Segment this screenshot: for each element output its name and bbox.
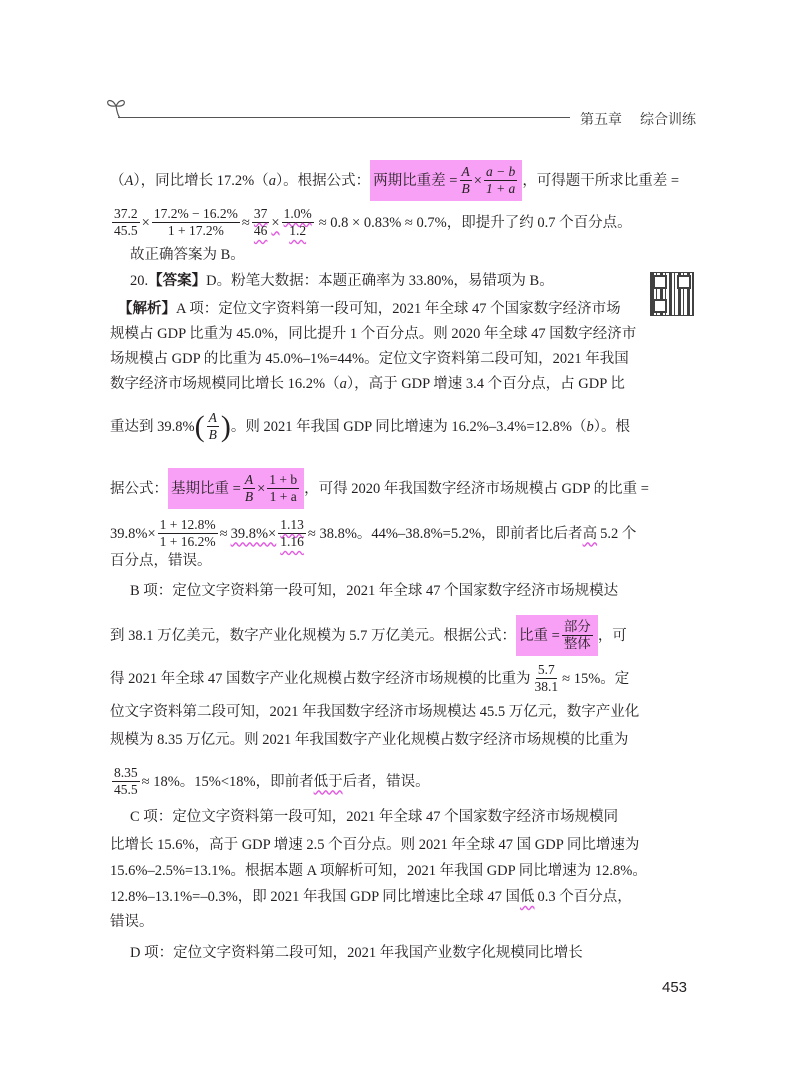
- numerator: 1 + 12.8%: [159, 517, 216, 532]
- fraction: [112, 206, 140, 239]
- fraction: [562, 619, 593, 652]
- times: ×: [141, 214, 150, 231]
- denominator: 1 + 16.2%: [159, 534, 216, 549]
- formula-label: 比重 =: [519, 627, 560, 644]
- numerator: a − b: [485, 164, 516, 179]
- text-line: 15.6%–2.5%=13.1%。根据本题 A 项解析可知，2021 年我国 GDP 同比增速为 12.8%。: [110, 863, 647, 879]
- conclusion: 故正确答案为 B。: [130, 247, 245, 263]
- denominator: B: [461, 181, 470, 196]
- text: 得 2021 年全球 47 国数字产业化规模占数字经济市场规模的比重为: [110, 670, 531, 687]
- text: ，可得 2020 年我国数字经济市场规模占 GDP 的比重 =: [304, 480, 649, 497]
- text: 39.8%×: [110, 525, 156, 542]
- text-line: B 项：定位文字资料第一段可知，2021 年全球 47 个国家数字经济市场规模达: [130, 583, 619, 599]
- text-line: 百分点，错误。: [110, 553, 212, 569]
- text: 5.2 个: [600, 525, 637, 542]
- paren: (: [194, 409, 205, 443]
- text-line: 错误。: [110, 914, 154, 930]
- text: ）。根据公式：: [275, 172, 371, 189]
- formula-highlight: [516, 615, 598, 656]
- fraction: [207, 410, 219, 443]
- text: 据公式：: [110, 480, 168, 497]
- denominator: 1 + 17.2%: [167, 223, 224, 238]
- numerator: A: [461, 164, 470, 179]
- text-line: 规模占 GDP 比重为 45.0%，同比提升 1 个百分点。则 2020 年全球 47 国数字经济市: [110, 326, 637, 342]
- question-number: 20.: [130, 273, 149, 289]
- text: 数字经济市场规模同比增长 16.2%（: [110, 376, 340, 392]
- numerator: A: [244, 472, 254, 487]
- text-line: [110, 887, 632, 907]
- section-label: 综合训练: [640, 111, 696, 127]
- text: 0.3 个百分点，: [537, 889, 632, 905]
- text-line: 规模为 8.35 万亿元。则 2021 年我国数字产业化规模占数字经济市场规模的比重为: [110, 732, 629, 748]
- text: ≈ 38.8%。44%–38.8%=5.2%，即前者比后者: [307, 525, 583, 542]
- denominator: 1 + a: [485, 181, 516, 196]
- text: ，可: [597, 627, 627, 644]
- text-line: [110, 409, 630, 443]
- answer-tag: 【答案】: [148, 273, 207, 289]
- text: ≈ 15%。定: [562, 670, 630, 687]
- fraction: [158, 517, 218, 550]
- formula-label: 基期比重 =: [171, 480, 241, 497]
- var: b: [586, 418, 594, 435]
- chapter-label: 第五章: [580, 111, 622, 127]
- text: ，可得题干所求比重差 =: [522, 172, 680, 189]
- denominator: 1.2: [289, 223, 307, 238]
- denominator: 1.16: [280, 534, 304, 549]
- text: ≈ 18%。15%<18%，即前者: [141, 773, 314, 790]
- text: 。则 2021 年我国 GDP 同比增速为 16.2%–3.4%=12.8%（: [230, 418, 587, 435]
- wavy-underline: [250, 206, 316, 239]
- formula-line: [110, 206, 632, 239]
- denominator: 45.5: [114, 782, 138, 797]
- text-line: [110, 615, 627, 656]
- formula-label: 两期比重差 =: [373, 172, 458, 189]
- page-number: 453: [662, 979, 688, 996]
- numerator: 37: [253, 206, 268, 221]
- approx: ≈: [241, 214, 250, 231]
- numerator: 8.35: [114, 765, 138, 780]
- denominator: B: [244, 489, 254, 504]
- paren: ): [220, 409, 231, 443]
- var: a: [339, 376, 347, 392]
- text-line: [110, 374, 623, 394]
- fraction: [267, 472, 299, 505]
- numerator: 1 + b: [269, 472, 298, 487]
- numerator: 1.0%: [283, 206, 312, 221]
- text-line: 位文字资料第二段可知，2021 年我国数字经济市场规模达 45.5 万亿元，数字产业化: [110, 704, 640, 720]
- header-rule: [118, 117, 570, 118]
- text: D。粉笔大数据：本题正确率为 33.80%，易错项为 B。: [206, 273, 554, 289]
- qr-code[interactable]: [650, 272, 694, 316]
- analysis-tag: 【解析】: [118, 301, 176, 317]
- numerator: 1.13: [280, 517, 304, 532]
- fraction: [252, 206, 270, 239]
- numerator: 17.2% − 16.2%: [153, 206, 238, 221]
- fraction: [152, 206, 240, 239]
- text-line: [110, 468, 649, 509]
- wavy-underline: 高: [582, 525, 598, 542]
- text-line: [110, 765, 623, 798]
- running-header: [580, 109, 714, 129]
- text: 12.8%–13.1%=–0.3%，即 2021 年我国 GDP 同比增速比全球 47 国: [110, 889, 521, 905]
- text: ≈ 0.8 × 0.83% ≈ 0.7%，即提升了约 0.7 个百分点。: [318, 214, 632, 231]
- text-line: 场规模占 GDP 的比重为 45.0%–1%=44%。定位文字资料第二段可知，2021 年我国: [110, 351, 629, 367]
- text: 39.8%×: [230, 525, 277, 542]
- var: A: [124, 172, 134, 189]
- var: a: [268, 172, 276, 189]
- text-line: [110, 160, 680, 201]
- text-line: [118, 299, 623, 319]
- text: ），高于 GDP 增速 3.4 个百分点，占 GDP 比: [346, 376, 625, 392]
- fraction: [112, 765, 140, 798]
- fraction: [533, 662, 561, 695]
- text-line: D 项：定位文字资料第二段可知，2021 年我国产业数字化规模同比增长: [130, 945, 583, 961]
- wavy-underline: [231, 517, 308, 550]
- fraction: [460, 164, 472, 197]
- wavy-underline: 低: [520, 889, 535, 905]
- approx: ≈: [219, 525, 228, 542]
- fraction: [278, 517, 306, 550]
- numerator: A: [208, 410, 217, 425]
- text: ）。根: [593, 418, 630, 435]
- numerator: 37.2: [114, 206, 138, 221]
- text-line: [110, 662, 630, 695]
- text: 重达到 39.8%: [110, 418, 195, 435]
- text: ），同比增长 17.2%（: [133, 172, 269, 189]
- denominator: 38.1: [534, 679, 559, 694]
- text: 后者，错误。: [342, 773, 430, 790]
- text: 到 38.1 万亿美元，数字产业化规模为 5.7 万亿美元。根据公式：: [110, 627, 516, 644]
- formula-highlight: [168, 468, 304, 509]
- fraction: [282, 206, 314, 239]
- text-line: C 项：定位文字资料第一段可知，2021 年全球 47 个国家数字经济市场规模同: [130, 809, 619, 825]
- denominator: 46: [253, 223, 268, 238]
- numerator: 部分: [563, 619, 591, 634]
- text-line: 比增长 15.6%，高于 GDP 增速 2.5 个百分点。则 2021 年全球 47 国 GDP 同比增速为: [110, 837, 640, 853]
- fraction: [243, 472, 255, 505]
- times: ×: [257, 480, 266, 497]
- denominator: B: [208, 427, 217, 442]
- formula-line: [110, 517, 637, 550]
- denominator: 1 + a: [269, 489, 297, 504]
- fraction: [484, 164, 517, 197]
- times: ×: [271, 214, 280, 231]
- denominator: 整体: [563, 636, 591, 651]
- text: A 项：定位文字资料第一段可知，2021 年全球 47 个国家数字经济市场: [176, 301, 621, 317]
- wavy-underline: 低于: [313, 773, 343, 790]
- formula-highlight: [370, 160, 522, 201]
- text: （: [110, 172, 125, 189]
- denominator: 45.5: [114, 223, 138, 238]
- answer-line: [130, 271, 623, 291]
- numerator: 5.7: [537, 662, 555, 677]
- times: ×: [473, 172, 482, 189]
